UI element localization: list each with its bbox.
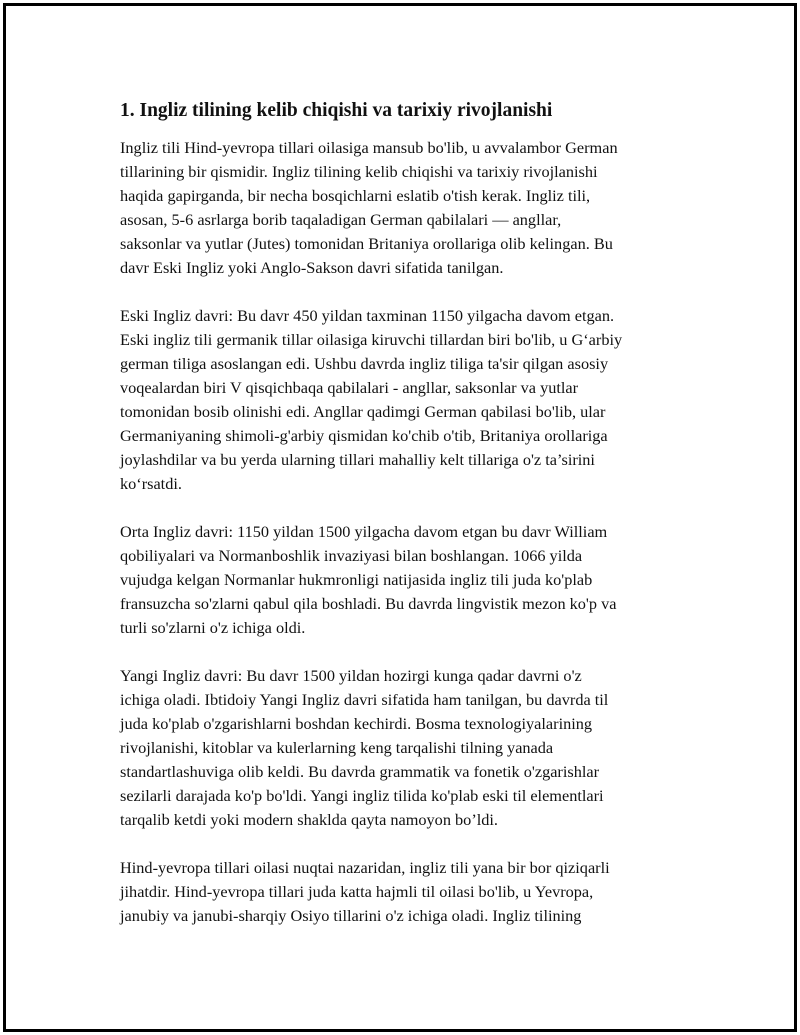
paragraph-old-english xyxy=(120,304,700,496)
paragraph-indo-european xyxy=(120,856,700,928)
text-line: Eski ingliz tili germanik tillar oilasiga kiruvchi tillardan biri bo'lib, u G‘arbiy xyxy=(120,330,623,349)
text-line: tillarining bir qismidir. Ingliz tilining kelib chiqishi va tarixiy rivojlanishi xyxy=(120,162,598,181)
text-line: Orta Ingliz davri: 1150 yildan 1500 yilgacha davom etgan bu davr William xyxy=(120,522,608,541)
text-line: qobiliyalari va Normanboshlik invaziyasi bilan boshlangan. 1066 yilda xyxy=(120,546,583,565)
text-line: german tiliga asoslangan edi. Ushbu davrda ingliz tiliga ta'sir qilgan asosiy xyxy=(120,354,609,373)
paragraph-intro xyxy=(120,136,700,280)
paragraph-modern-english xyxy=(120,664,700,832)
text-line: Eski Ingliz davri: Bu davr 450 yildan taxminan 1150 yilgacha davom etgan. xyxy=(120,306,615,325)
text-line: Yangi Ingliz davri: Bu davr 1500 yildan hozirgi kunga qadar davrni o'z xyxy=(120,666,582,685)
text-line: davr Eski Ingliz yoki Anglo-Sakson davri sifatida tanilgan. xyxy=(120,258,504,277)
text-line: janubiy va janubi-sharqiy Osiyo tillarini o'z ichiga oladi. Ingliz tilining xyxy=(120,906,582,925)
text-line: Germaniyaning shimoli-g'arbiy qismidan ko'chib o'tib, Britaniya orollariga xyxy=(120,426,608,445)
text-line: joylashdilar va bu yerda ularning tillari mahalliy kelt tillariga o'z ta’sirini xyxy=(120,450,595,469)
text-line: voqealardan biri V qisqichbaqa qabilalari - angllar, saksonlar va yutlar xyxy=(120,378,579,397)
text-line: saksonlar va yutlar (Jutes) tomonidan Britaniya orollariga olib kelingan. Bu xyxy=(120,234,613,253)
text-line: Ingliz tili Hind-yevropa tillari oilasiga mansub bo'lib, u avvalambor German xyxy=(120,138,618,157)
text-line: fransuzcha so'zlarni qabul qila boshladi. Bu davrda lingvistik mezon ko'p va xyxy=(120,594,617,613)
paragraph-middle-english xyxy=(120,520,700,640)
text-line: sezilarli darajada ko'p bo'ldi. Yangi ingliz tilida ko'plab eski til elementlari xyxy=(120,786,604,805)
text-line: asosan, 5-6 asrlarga borib taqaladigan German qabilalari — angllar, xyxy=(120,210,562,229)
page-frame xyxy=(3,3,797,1032)
text-line: Hind-yevropa tillari oilasi nuqtai nazaridan, ingliz tili yana bir bor qiziqarli xyxy=(120,858,610,877)
text-line: jihatdir. Hind-yevropa tillari juda katta hajmli til oilasi bo'lib, u Yevropa, xyxy=(120,882,594,901)
text-line: standartlashuviga olib keldi. Bu davrda grammatik va fonetik o'zgarishlar xyxy=(120,762,600,781)
text-line: haqida gapirganda, bir necha bosqichlarni eslatib o'tish kerak. Ingliz tili, xyxy=(120,186,591,205)
text-line: vujudga kelgan Normanlar hukmronligi natijasida ingliz tili juda ko'plab xyxy=(120,570,593,589)
text-line: ko‘rsatdi. xyxy=(120,474,182,493)
text-line: tarqalib ketdi yoki modern shaklda qayta namoyon bo’ldi. xyxy=(120,810,498,829)
text-line: turli so'zlarni o'z ichiga oldi. xyxy=(120,618,306,637)
text-line: ichiga oladi. Ibtidoiy Yangi Ingliz davri sifatida ham tanilgan, bu davrda til xyxy=(120,690,609,709)
document-body xyxy=(120,98,700,952)
document-title: 1. Ingliz tilining kelib chiqishi va tarixiy rivojlanishi xyxy=(120,100,553,121)
text-line: juda ko'plab o'zgarishlarni boshdan kechirdi. Bosma texnologiyalarining xyxy=(120,714,593,733)
text-line: rivojlanishi, kitoblar va kulerlarning keng tarqalishi tilning yanada xyxy=(120,738,554,757)
text-line: tomonidan bosib olinishi edi. Angllar qadimgi German qabilasi bo'lib, ular xyxy=(120,402,606,421)
